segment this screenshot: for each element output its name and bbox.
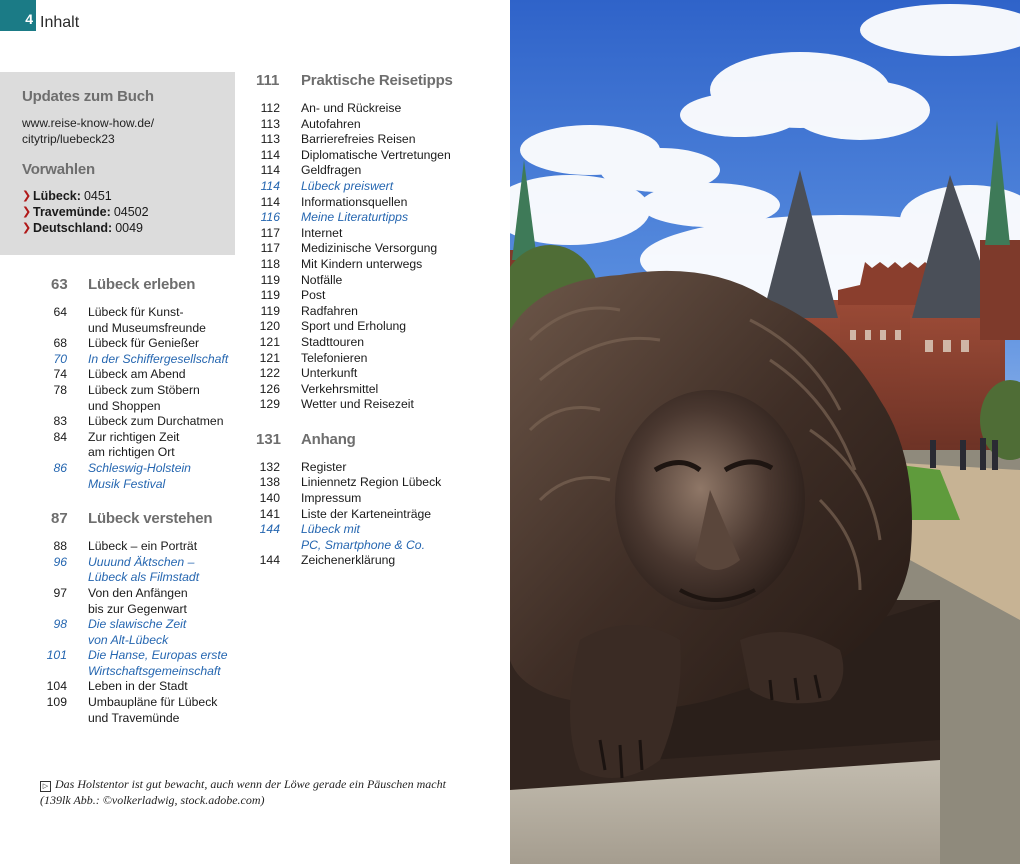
entry-page-number: 114 [260, 194, 280, 209]
entry-title-line: Lübeck – ein Porträt [88, 539, 198, 554]
section-page-number: 87 [51, 510, 68, 528]
entry-title [301, 507, 500, 523]
entry-page-number: 117 [260, 225, 280, 240]
toc-entry[interactable] [42, 695, 252, 726]
entry-title-line: Diplomatische Vertretungen [301, 147, 451, 162]
caption-text: Das Holstentor ist gut bewacht, auch wenn der Löwe gerade ein Päuschen macht (139lk Abb.: ©volkerladwig, stock.adobe.com) [40, 777, 446, 807]
entry-title [88, 461, 252, 492]
entry-page-number: 74 [53, 367, 67, 382]
toc-section-heading[interactable] [250, 431, 500, 448]
toc-entry[interactable] [250, 304, 500, 320]
entry-page-number: 119 [260, 272, 280, 287]
entry-title-line: und Shoppen [88, 398, 161, 413]
entry-page-number: 119 [260, 288, 280, 303]
toc-entry[interactable] [250, 288, 500, 304]
entry-title [88, 414, 252, 430]
entry-title [301, 101, 500, 117]
toc-entry[interactable] [250, 351, 500, 367]
entry-title [88, 679, 252, 695]
section-page-number: 111 [256, 72, 280, 89]
entry-title-line: Mit Kindern unterwegs [301, 256, 423, 271]
entry-title-line: Lübeck als Filmstadt [88, 570, 200, 585]
entry-page-number: 114 [260, 147, 280, 162]
entry-title-line: am richtigen Ort [88, 445, 175, 460]
entry-page-number: 140 [259, 491, 280, 506]
entry-page-number: 101 [46, 648, 67, 663]
entry-title-line: Lübeck am Abend [88, 367, 186, 382]
entry-title [301, 179, 500, 195]
entry-title-line: In der Schiffergesellschaft [88, 351, 229, 366]
entry-page-number: 116 [260, 210, 280, 225]
dialcode-item [22, 204, 235, 220]
entry-title [301, 226, 500, 242]
toc-entry[interactable] [250, 335, 500, 351]
entry-title-line: Autofahren [301, 116, 361, 131]
entry-title-line: Stadttouren [301, 334, 365, 349]
entry-page-number: 104 [46, 679, 67, 694]
entry-title-line: Unterkunft [301, 366, 358, 381]
entry-title [301, 241, 500, 257]
toc-entry[interactable] [250, 179, 500, 195]
toc-entry[interactable] [250, 553, 500, 569]
entry-title-line: Schleswig-Holstein [88, 460, 191, 475]
entry-title-line: bis zur Gegenwart [88, 601, 187, 616]
entry-title-line: Meine Literaturtipps [301, 210, 409, 225]
updates-heading: Updates zum Buch [22, 88, 154, 105]
entry-page-number: 96 [53, 554, 67, 569]
entry-page-number: 113 [260, 132, 280, 147]
entry-title-line: Telefonieren [301, 350, 368, 365]
toc-entry[interactable] [250, 226, 500, 242]
entry-title [301, 288, 500, 304]
entry-title-line: Internet [301, 225, 343, 240]
entry-title [301, 335, 500, 351]
entry-title [301, 195, 500, 211]
entry-title [301, 163, 500, 179]
toc-entry[interactable] [42, 383, 252, 414]
picture-reference-icon: ▷ [40, 781, 51, 792]
toc-section-heading[interactable] [42, 276, 252, 293]
entry-title [301, 273, 500, 289]
entry-page-number: 114 [260, 178, 280, 193]
page-number-tab [0, 0, 36, 31]
toc-column-left [42, 276, 252, 726]
entry-title [301, 304, 500, 320]
entry-page-number: 122 [259, 366, 280, 381]
page-number: 4 [25, 11, 33, 27]
section-title: Lübeck erleben [88, 276, 196, 293]
entry-title-line: Wirtschaftsgemeinschaft [88, 663, 221, 678]
dialcode-number: 0049 [115, 221, 143, 235]
toc-entry[interactable] [250, 507, 500, 523]
toc-entry[interactable] [250, 148, 500, 164]
entry-title-line: Liniennetz Region Lübeck [301, 475, 442, 490]
entry-title-line: und Travemünde [88, 710, 180, 725]
toc-entry[interactable] [250, 382, 500, 398]
dialcode-list [22, 188, 235, 236]
entry-title-line: Wetter und Reisezeit [301, 397, 414, 412]
dialcode-place: Lübeck: [33, 189, 81, 203]
entry-title [301, 366, 500, 382]
entry-title [88, 336, 252, 352]
toc-entry[interactable] [250, 241, 500, 257]
toc-entry[interactable] [42, 617, 252, 648]
section-title: Anhang [301, 430, 356, 448]
toc-entry[interactable] [250, 475, 500, 491]
entry-title-line: Radfahren [301, 303, 358, 318]
entry-page-number: 88 [53, 539, 67, 554]
toc-entry[interactable] [250, 491, 500, 507]
toc-column-right [250, 72, 500, 569]
toc-entry[interactable] [42, 679, 252, 695]
toc-entry[interactable] [42, 367, 252, 383]
toc-entry[interactable] [42, 586, 252, 617]
chevron-right-icon: ❯ [22, 190, 32, 202]
chevron-right-icon: ❯ [22, 222, 32, 234]
toc-entry[interactable] [42, 648, 252, 679]
entry-title [301, 257, 500, 273]
entry-title-line: Notfälle [301, 272, 343, 287]
entry-page-number: 129 [259, 397, 280, 412]
section-title: Lübeck verstehen [88, 510, 213, 528]
entry-title [88, 648, 252, 679]
entry-title [88, 586, 252, 617]
updates-link[interactable] [22, 115, 235, 147]
entry-title [88, 555, 252, 586]
entry-title [301, 117, 500, 133]
toc-entry[interactable] [250, 522, 500, 553]
entry-page-number: 70 [53, 351, 67, 366]
photo-caption [40, 776, 470, 808]
entry-title-line: Impressum [301, 491, 362, 506]
entry-title-line: Von den Anfängen [88, 585, 188, 600]
entry-title-line: Liste der Karteneinträge [301, 506, 432, 521]
entry-page-number: 144 [259, 553, 280, 568]
dialcodes-heading: Vorwahlen [22, 161, 95, 178]
dialcode-place: Travemünde: [33, 205, 111, 219]
entry-title-line: Zeichenerklärung [301, 553, 396, 568]
entry-title-line: Lübeck für Genießer [88, 336, 200, 351]
toc-entry[interactable] [250, 101, 500, 117]
toc-entry[interactable] [250, 257, 500, 273]
entry-title-line: Sport und Erholung [301, 319, 407, 334]
entry-page-number: 126 [259, 381, 280, 396]
toc-entry[interactable] [250, 195, 500, 211]
entry-title [301, 210, 500, 226]
entry-title [301, 319, 500, 335]
link-line: www.reise-know-how.de/ [22, 116, 155, 130]
entry-page-number: 120 [259, 319, 280, 334]
entry-page-number: 132 [259, 459, 280, 474]
entry-title [88, 430, 252, 461]
entry-title [88, 352, 252, 368]
toc-entry[interactable] [42, 305, 252, 336]
toc-section-heading[interactable] [250, 72, 500, 89]
toc-entry[interactable] [250, 273, 500, 289]
entry-title-line: Medizinische Versorgung [301, 241, 438, 256]
toc-entry[interactable] [42, 430, 252, 461]
entry-page-number: 98 [53, 617, 67, 632]
entry-title-line: PC, Smartphone & Co. [301, 537, 425, 552]
info-box [0, 72, 235, 255]
toc-entry[interactable] [42, 461, 252, 492]
entry-title [301, 351, 500, 367]
entry-title-line: Verkehrsmittel [301, 381, 379, 396]
entry-title-line: Post [301, 288, 326, 303]
entry-page-number: 117 [260, 241, 280, 256]
entry-title-line: Lübeck zum Durchatmen [88, 414, 224, 429]
entry-title-line: Umbaupläne für Lübeck [88, 695, 218, 710]
entry-title-line: Register [301, 459, 347, 474]
toc-entry[interactable] [42, 352, 252, 368]
lion-statue-holstentor-photo [510, 0, 1020, 864]
link-line: citytrip/luebeck23 [22, 132, 115, 146]
entry-title-line: Leben in der Stadt [88, 679, 188, 694]
entry-title [301, 460, 500, 476]
dialcode-number: 04502 [113, 205, 149, 219]
section-page-number: 63 [51, 276, 68, 293]
toc-entry[interactable] [250, 366, 500, 382]
entry-title-line: Die slawische Zeit [88, 617, 187, 632]
entry-title [301, 382, 500, 398]
toc-entry[interactable] [42, 539, 252, 555]
entry-title-line: von Alt-Lübeck [88, 632, 169, 647]
entry-title-line: Lübeck mit [301, 522, 360, 537]
entry-title [301, 132, 500, 148]
section-title: Praktische Reisetipps [301, 72, 453, 89]
entry-title [301, 148, 500, 164]
toc-entry[interactable] [250, 397, 500, 413]
section-page-number: 131 [256, 430, 282, 448]
entry-page-number: 113 [260, 116, 280, 131]
toc-entry[interactable] [250, 319, 500, 335]
entry-title-line: Lübeck für Kunst- [88, 305, 184, 319]
entry-title [301, 397, 500, 413]
entry-page-number: 121 [259, 350, 280, 365]
entry-page-number: 83 [53, 414, 67, 429]
entry-page-number: 114 [260, 163, 280, 178]
entry-page-number: 84 [53, 429, 67, 444]
entry-title [301, 553, 500, 569]
entry-page-number: 68 [53, 336, 67, 351]
entry-page-number: 141 [259, 506, 280, 521]
toc-entry[interactable] [250, 132, 500, 148]
entry-title-line: Informationsquellen [301, 194, 408, 209]
entry-page-number: 109 [46, 695, 67, 710]
entry-page-number: 144 [259, 522, 280, 537]
entry-title-line: Geldfragen [301, 163, 362, 178]
toc-entry[interactable] [250, 460, 500, 476]
entry-page-number: 78 [53, 382, 67, 397]
entry-title-line: Barrierefreies Reisen [301, 132, 416, 147]
entry-title [88, 695, 252, 726]
toc-entry[interactable] [42, 555, 252, 586]
entry-title [301, 522, 500, 553]
toc-entry[interactable] [250, 117, 500, 133]
entry-page-number: 138 [259, 475, 280, 490]
entry-page-number: 119 [260, 303, 280, 318]
dialcode-number: 0451 [83, 189, 112, 203]
toc-entry[interactable] [250, 210, 500, 226]
spacer [250, 413, 500, 431]
entry-page-number: 112 [260, 101, 280, 115]
toc-entry[interactable] [250, 163, 500, 179]
entry-title-line: Uuuund Äktschen – [88, 554, 195, 569]
entry-title-line: Zur richtigen Zeit [88, 429, 180, 444]
photo-page [510, 0, 1020, 864]
entry-page-number: 64 [53, 305, 67, 319]
entry-title [88, 305, 252, 336]
entry-title-line: Lübeck preiswert [301, 178, 394, 193]
entry-title-line: Musik Festival [88, 476, 166, 491]
entry-title-line: Die Hanse, Europas erste [88, 648, 228, 663]
entry-title [88, 539, 252, 555]
spacer [42, 492, 252, 510]
toc-entry[interactable] [42, 414, 252, 430]
dialcode-place: Deutschland: [33, 221, 113, 235]
entry-title [301, 475, 500, 491]
page-title: Inhalt [40, 14, 80, 31]
toc-section-heading[interactable] [42, 510, 252, 527]
entry-page-number: 97 [53, 585, 67, 600]
entry-title-line: An- und Rückreise [301, 101, 402, 115]
entry-title-line: Lübeck zum Stöbern [88, 382, 200, 397]
entry-page-number: 118 [260, 256, 280, 271]
entry-title [301, 491, 500, 507]
dialcode-item [22, 188, 235, 204]
dialcode-item [22, 220, 235, 236]
entry-page-number: 121 [259, 334, 280, 349]
entry-title-line: und Museumsfreunde [88, 320, 206, 335]
entry-title [88, 383, 252, 414]
chevron-right-icon: ❯ [22, 206, 32, 218]
toc-entry[interactable] [42, 336, 252, 352]
entry-title [88, 617, 252, 648]
entry-title [88, 367, 252, 383]
entry-page-number: 86 [53, 460, 67, 475]
